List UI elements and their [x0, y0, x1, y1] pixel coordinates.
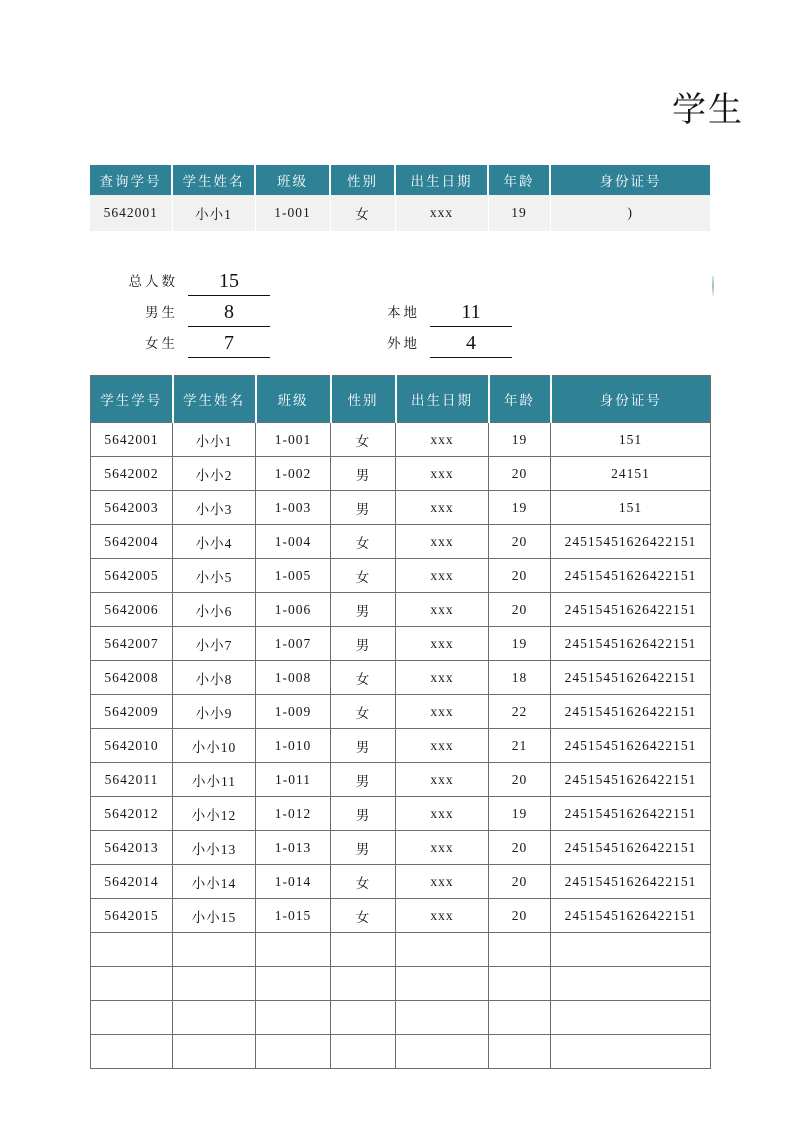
roster-cell-gender[interactable]: 男	[331, 763, 396, 797]
roster-cell-gender[interactable]: 女	[331, 423, 396, 457]
query-header-student-name: 学生姓名	[172, 165, 255, 195]
roster-cell-gender[interactable]: 女	[331, 899, 396, 933]
roster-cell-student-id[interactable]: 5642004	[91, 525, 173, 559]
roster-table-body	[91, 423, 711, 1069]
roster-cell-birth-date[interactable]	[396, 967, 489, 1001]
roster-cell-class[interactable]: 1-010	[256, 729, 331, 763]
query-header-id-number: 身份证号	[550, 165, 710, 195]
query-result-row[interactable]	[90, 195, 710, 231]
roster-cell-age[interactable]: 22	[489, 695, 551, 729]
roster-cell-student-id[interactable]	[91, 967, 173, 1001]
roster-cell-age[interactable]: 20	[489, 831, 551, 865]
roster-cell-student-id[interactable]: 5642015	[91, 899, 173, 933]
roster-cell-age[interactable]	[489, 933, 551, 967]
stat-total-count-label: 总人数	[128, 274, 178, 289]
stat-local-count-label: 本地	[387, 305, 420, 320]
roster-cell-student-id[interactable]: 5642003	[91, 491, 173, 525]
roster-empty-row[interactable]	[91, 933, 711, 967]
roster-table-header-row	[91, 376, 711, 423]
query-cell-student-name[interactable]: 小小1	[172, 195, 255, 231]
student-query-table	[90, 165, 710, 231]
roster-cell-student-id[interactable]: 5642002	[91, 457, 173, 491]
statistics-panel	[90, 268, 710, 360]
roster-cell-gender[interactable]	[331, 967, 396, 1001]
roster-cell-student-id[interactable]: 5642008	[91, 661, 173, 695]
roster-row[interactable]	[91, 899, 711, 933]
roster-cell-age[interactable]: 19	[489, 797, 551, 831]
roster-row[interactable]	[91, 423, 711, 457]
roster-cell-student-name[interactable]: 小小6	[173, 593, 256, 627]
page-title: 学生	[672, 92, 744, 129]
roster-cell-age[interactable]: 19	[489, 423, 551, 457]
roster-cell-gender[interactable]	[331, 1001, 396, 1035]
roster-cell-birth-date[interactable]	[396, 933, 489, 967]
roster-cell-id-number[interactable]: 24515451626422151	[551, 899, 711, 933]
roster-cell-student-id[interactable]: 5642013	[91, 831, 173, 865]
roster-cell-age[interactable]: 19	[489, 627, 551, 661]
roster-cell-id-number[interactable]: 24515451626422151	[551, 525, 711, 559]
roster-cell-birth-date[interactable]: xxx	[396, 865, 489, 899]
roster-cell-id-number[interactable]: 24515451626422151	[551, 729, 711, 763]
roster-cell-gender[interactable]: 女	[331, 525, 396, 559]
roster-cell-class[interactable]: 1-002	[256, 457, 331, 491]
stat-male-count	[106, 299, 270, 327]
roster-header-id-number: 身份证号	[551, 376, 711, 423]
roster-cell-birth-date[interactable]	[396, 1001, 489, 1035]
roster-cell-gender[interactable]: 男	[331, 491, 396, 525]
roster-cell-student-name[interactable]: 小小8	[173, 661, 256, 695]
roster-cell-age[interactable]	[489, 1001, 551, 1035]
roster-cell-age[interactable]: 20	[489, 457, 551, 491]
page-title-area	[0, 86, 793, 142]
roster-cell-gender[interactable]: 女	[331, 865, 396, 899]
roster-cell-birth-date[interactable]: xxx	[396, 661, 489, 695]
query-cell-id-number[interactable]: )	[550, 195, 710, 231]
roster-cell-id-number[interactable]	[551, 1001, 711, 1035]
roster-row[interactable]	[91, 831, 711, 865]
stat-female-count-value: 7	[188, 332, 270, 358]
query-header-birth-date: 出生日期	[395, 165, 488, 195]
roster-row[interactable]	[91, 491, 711, 525]
roster-cell-id-number[interactable]: 24151	[551, 457, 711, 491]
roster-row[interactable]	[91, 457, 711, 491]
roster-cell-birth-date[interactable]: xxx	[396, 729, 489, 763]
query-cell-gender[interactable]: 女	[330, 195, 395, 231]
roster-row[interactable]	[91, 661, 711, 695]
roster-header-age: 年龄	[489, 376, 551, 423]
roster-cell-gender[interactable]: 男	[331, 457, 396, 491]
query-header-gender: 性别	[330, 165, 395, 195]
roster-cell-age[interactable]: 20	[489, 899, 551, 933]
roster-cell-birth-date[interactable]: xxx	[396, 695, 489, 729]
roster-cell-age[interactable]: 20	[489, 763, 551, 797]
roster-row[interactable]	[91, 593, 711, 627]
query-table-header-row	[90, 165, 710, 195]
roster-cell-student-id[interactable]: 5642005	[91, 559, 173, 593]
roster-header-birth-date: 出生日期	[396, 376, 489, 423]
roster-cell-age[interactable]: 19	[489, 491, 551, 525]
roster-cell-birth-date[interactable]: xxx	[396, 491, 489, 525]
roster-header-class: 班级	[256, 376, 331, 423]
roster-cell-student-id[interactable]: 5642001	[91, 423, 173, 457]
roster-cell-class[interactable]: 1-012	[256, 797, 331, 831]
roster-cell-student-id[interactable]	[91, 1001, 173, 1035]
roster-cell-gender[interactable]: 男	[331, 729, 396, 763]
roster-cell-student-name[interactable]	[173, 967, 256, 1001]
roster-cell-birth-date[interactable]: xxx	[396, 423, 489, 457]
roster-cell-student-name[interactable]: 小小12	[173, 797, 256, 831]
roster-empty-row[interactable]	[91, 1035, 711, 1069]
roster-cell-id-number[interactable]: 24515451626422151	[551, 865, 711, 899]
stat-male-count-value: 8	[188, 301, 270, 327]
roster-cell-birth-date[interactable]: xxx	[396, 525, 489, 559]
roster-cell-gender[interactable]: 男	[331, 627, 396, 661]
student-roster-table	[90, 375, 711, 1069]
roster-cell-class[interactable]: 1-009	[256, 695, 331, 729]
roster-cell-id-number[interactable]: 151	[551, 491, 711, 525]
roster-cell-gender[interactable]	[331, 1035, 396, 1069]
roster-cell-student-id[interactable]: 5642014	[91, 865, 173, 899]
roster-cell-student-name[interactable]: 小小10	[173, 729, 256, 763]
roster-cell-id-number[interactable]	[551, 933, 711, 967]
roster-cell-birth-date[interactable]: xxx	[396, 797, 489, 831]
roster-cell-id-number[interactable]: 24515451626422151	[551, 627, 711, 661]
roster-cell-id-number[interactable]: 24515451626422151	[551, 695, 711, 729]
roster-cell-age[interactable]	[489, 967, 551, 1001]
roster-cell-class[interactable]: 1-014	[256, 865, 331, 899]
roster-header-student-id: 学生学号	[91, 376, 173, 423]
roster-header-gender: 性别	[331, 376, 396, 423]
roster-cell-student-id[interactable]: 5642007	[91, 627, 173, 661]
roster-cell-class[interactable]: 1-003	[256, 491, 331, 525]
roster-cell-class[interactable]: 1-013	[256, 831, 331, 865]
roster-cell-id-number[interactable]	[551, 1035, 711, 1069]
roster-row[interactable]	[91, 763, 711, 797]
roster-cell-class[interactable]	[256, 1035, 331, 1069]
stat-local-count	[348, 299, 512, 327]
roster-row[interactable]	[91, 695, 711, 729]
roster-cell-student-name[interactable]: 小小14	[173, 865, 256, 899]
roster-cell-id-number[interactable]: 24515451626422151	[551, 831, 711, 865]
roster-cell-student-name[interactable]: 小小5	[173, 559, 256, 593]
roster-cell-id-number[interactable]: 24515451626422151	[551, 661, 711, 695]
roster-empty-row[interactable]	[91, 1001, 711, 1035]
stat-total-count	[106, 268, 270, 296]
roster-cell-gender[interactable]: 男	[331, 797, 396, 831]
roster-cell-id-number[interactable]: 24515451626422151	[551, 559, 711, 593]
roster-row[interactable]	[91, 865, 711, 899]
roster-cell-gender[interactable]: 女	[331, 661, 396, 695]
stat-female-count-label: 女生	[145, 336, 178, 351]
roster-cell-student-name[interactable]: 小小11	[173, 763, 256, 797]
roster-cell-class[interactable]: 1-005	[256, 559, 331, 593]
roster-cell-age[interactable]: 20	[489, 525, 551, 559]
roster-cell-student-id[interactable]: 5642011	[91, 763, 173, 797]
roster-cell-gender[interactable]: 女	[331, 559, 396, 593]
roster-cell-age[interactable]: 20	[489, 559, 551, 593]
roster-cell-age[interactable]: 18	[489, 661, 551, 695]
roster-row[interactable]	[91, 729, 711, 763]
roster-cell-student-name[interactable]: 小小4	[173, 525, 256, 559]
roster-row[interactable]	[91, 797, 711, 831]
roster-cell-class[interactable]	[256, 1001, 331, 1035]
roster-cell-id-number[interactable]: 151	[551, 423, 711, 457]
roster-cell-student-name[interactable]: 小小13	[173, 831, 256, 865]
query-header-age: 年龄	[488, 165, 550, 195]
roster-cell-class[interactable]: 1-008	[256, 661, 331, 695]
roster-cell-student-name[interactable]	[173, 933, 256, 967]
roster-cell-student-id[interactable]: 5642006	[91, 593, 173, 627]
stat-total-count-value: 15	[188, 270, 270, 296]
roster-cell-age[interactable]: 21	[489, 729, 551, 763]
roster-cell-id-number[interactable]: 24515451626422151	[551, 593, 711, 627]
roster-cell-age[interactable]: 20	[489, 865, 551, 899]
roster-cell-class[interactable]: 1-006	[256, 593, 331, 627]
roster-cell-birth-date[interactable]: xxx	[396, 559, 489, 593]
query-cell-student-id[interactable]: 5642001	[90, 195, 172, 231]
stat-female-count	[106, 330, 270, 358]
roster-cell-student-name[interactable]: 小小15	[173, 899, 256, 933]
query-header-student-id: 查询学号	[90, 165, 172, 195]
stat-nonlocal-count-label: 外地	[387, 336, 420, 351]
roster-cell-student-name[interactable]	[173, 1001, 256, 1035]
roster-cell-student-id[interactable]: 5642010	[91, 729, 173, 763]
roster-cell-gender[interactable]: 男	[331, 593, 396, 627]
roster-cell-birth-date[interactable]: xxx	[396, 627, 489, 661]
roster-cell-student-name[interactable]: 小小1	[173, 423, 256, 457]
stat-male-count-label: 男生	[145, 305, 178, 320]
roster-cell-class[interactable]	[256, 933, 331, 967]
roster-cell-class[interactable]: 1-007	[256, 627, 331, 661]
roster-empty-row[interactable]	[91, 967, 711, 1001]
query-cell-birth-date[interactable]: xxx	[395, 195, 488, 231]
roster-row[interactable]	[91, 525, 711, 559]
stat-nonlocal-count	[348, 330, 512, 358]
roster-cell-birth-date[interactable]: xxx	[396, 593, 489, 627]
roster-row[interactable]	[91, 559, 711, 593]
roster-cell-student-id[interactable]	[91, 933, 173, 967]
roster-cell-birth-date[interactable]: xxx	[396, 763, 489, 797]
roster-cell-class[interactable]: 1-015	[256, 899, 331, 933]
roster-cell-age[interactable]	[489, 1035, 551, 1069]
roster-cell-class[interactable]: 1-004	[256, 525, 331, 559]
roster-cell-age[interactable]: 20	[489, 593, 551, 627]
stat-local-count-value: 11	[430, 301, 512, 327]
roster-cell-gender[interactable]	[331, 933, 396, 967]
roster-cell-student-id[interactable]: 5642009	[91, 695, 173, 729]
query-cell-class[interactable]: 1-001	[255, 195, 330, 231]
roster-cell-class[interactable]	[256, 967, 331, 1001]
roster-cell-gender[interactable]: 男	[331, 831, 396, 865]
roster-cell-id-number[interactable]	[551, 967, 711, 1001]
query-cell-age[interactable]: 19	[488, 195, 550, 231]
roster-row[interactable]	[91, 627, 711, 661]
roster-header-student-name: 学生姓名	[173, 376, 256, 423]
roster-cell-id-number[interactable]: 24515451626422151	[551, 797, 711, 831]
roster-cell-birth-date[interactable]	[396, 1035, 489, 1069]
roster-cell-birth-date[interactable]: xxx	[396, 831, 489, 865]
roster-cell-student-name[interactable]: 小小3	[173, 491, 256, 525]
roster-cell-gender[interactable]: 女	[331, 695, 396, 729]
stat-nonlocal-count-value: 4	[430, 332, 512, 358]
roster-cell-student-name[interactable]: 小小7	[173, 627, 256, 661]
roster-cell-class[interactable]: 1-001	[256, 423, 331, 457]
page-artifact-mark	[712, 276, 714, 296]
roster-cell-birth-date[interactable]: xxx	[396, 457, 489, 491]
roster-cell-student-name[interactable]	[173, 1035, 256, 1069]
query-header-class: 班级	[255, 165, 330, 195]
roster-cell-student-name[interactable]: 小小9	[173, 695, 256, 729]
roster-cell-student-id[interactable]	[91, 1035, 173, 1069]
roster-cell-student-id[interactable]: 5642012	[91, 797, 173, 831]
roster-cell-birth-date[interactable]: xxx	[396, 899, 489, 933]
roster-cell-student-name[interactable]: 小小2	[173, 457, 256, 491]
roster-cell-id-number[interactable]: 24515451626422151	[551, 763, 711, 797]
roster-cell-class[interactable]: 1-011	[256, 763, 331, 797]
